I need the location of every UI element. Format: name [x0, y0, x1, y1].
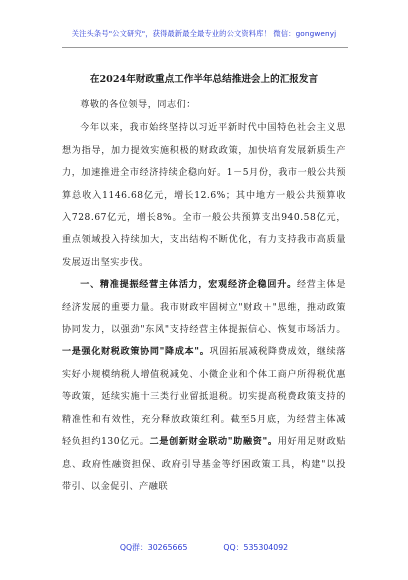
- section-1-heading: 一、精准提振经营主体活力，宏观经济企稳回升。: [80, 279, 297, 291]
- point-1-text: 巩固拓展减税降费成效，继续落实好小规模纳税人增值税减免、小微企业和个体工商户所得税优惠等政策，延续实施十三类行业留抵退税。切实提高税费政策支持的精准性和有效性，充分释放政策红利。截至5月底，为经营主体减轻负担约130亿元。: [62, 347, 347, 448]
- document-title: 在2024年财政重点工作半年总结推进会上的汇报发言: [89, 74, 319, 85]
- footer-qq: QQ：535304092: [223, 543, 289, 552]
- footer-contact: [0, 542, 408, 553]
- section-1-intro: 经营主体是经济发展的重要力量。我市财政牢固树立"财政＋"思维，推动政策协同发力，以强劲"东风"支持经营主体提振信心、恢复市场活力。: [62, 280, 346, 336]
- header-divider: [62, 47, 348, 48]
- point-2-text: 用好用足财政贴息、政府性融资担保、政府引导基金等纾困政策工具，构建"以投带引、以金促引、产融联: [62, 437, 346, 492]
- header-notice: 关注头条号"公文研究"，获得最新最全最专业的公文资料库！ 微信：gongwenyj: [71, 29, 337, 38]
- paragraph-intro: 今年以来，我市始终坚持以习近平新时代中国特色社会主义思想为指导，加力提效实施积极的财政政策，加快培育发展新质生产力，加速推进全市经济持续企稳向好。1－5月份，我市一般公共预算总收入1146.68亿元，增长12.6%；其中地方一般公共预算收入728.67亿元，增长8%。全市一般公共预算支出940.58亿元，重点领域投入持续加大，支出结构不断优化，有力支持我市高质量发展迈出坚实步伐。: [62, 123, 346, 268]
- point-1-heading: 一是强化财税政策协同"降成本"。: [62, 346, 210, 358]
- document-body: [62, 94, 346, 498]
- point-2-heading: 二是创新财金联动"助融资"。: [149, 436, 278, 448]
- paragraph-section-1: [62, 274, 346, 498]
- footer-qq-group: QQ群：30265665: [119, 543, 188, 552]
- greeting: 尊敬的各位领导，同志们：: [80, 100, 196, 110]
